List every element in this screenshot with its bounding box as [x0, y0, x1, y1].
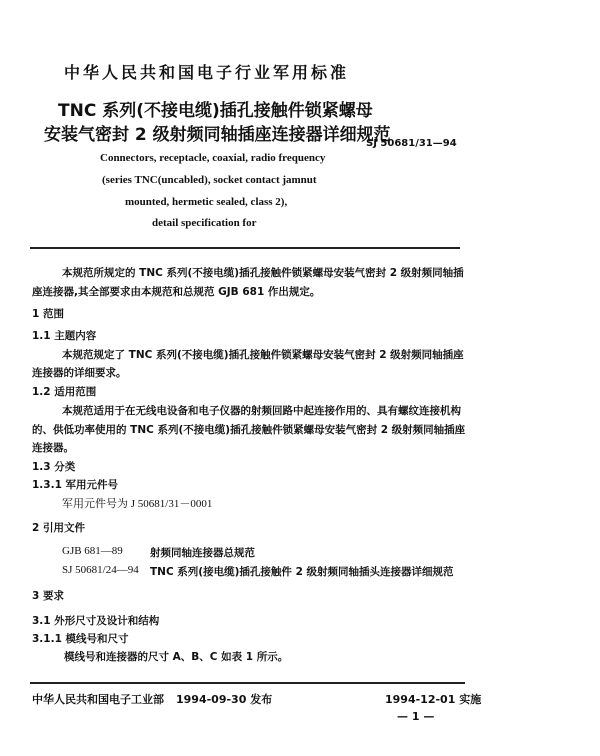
english-title-line: detail specification for — [152, 217, 257, 229]
header-divider — [30, 247, 460, 249]
english-title-line: (series TNC(uncabled), socket contact jamnut — [102, 174, 317, 186]
section-3-1-1-text: 模线号和连接器的尺寸 A、B、C 如表 1 所示。 — [64, 651, 289, 663]
section-1-3-1-heading: 1.3.1 军用元件号 — [32, 479, 119, 491]
section-2-heading: 2 引用文件 — [32, 522, 85, 534]
section-3-1-1-heading: 3.1.1 模线号和尺寸 — [32, 633, 129, 645]
intro-text: 本规范所规定的 TNC 系列(不接电缆)插孔接触件锁紧螺母安装气密封 2 级射频同轴插 — [62, 267, 464, 279]
title-line-1: TNC 系列(不接电缆)插孔接触件锁紧螺母 — [58, 101, 373, 121]
section-1-1-text: 连接器的详细要求。 — [32, 367, 127, 379]
section-1-2-heading: 1.2 适用范围 — [32, 386, 97, 398]
reference-title: 射频同轴连接器总规范 — [150, 547, 255, 559]
section-3-1-heading: 3.1 外形尺寸及设计和结构 — [32, 615, 160, 627]
section-1-2-text: 连接器。 — [32, 442, 74, 454]
issuer: 中华人民共和国电子工业部 — [32, 693, 164, 706]
reference-code: SJ 50681/24—94 — [62, 564, 139, 576]
section-1-1-text: 本规范规定了 TNC 系列(不接电缆)插孔接触件锁紧螺母安装气密封 2 级射频同轴插座 — [62, 349, 464, 361]
section-1-3-heading: 1.3 分类 — [32, 461, 76, 473]
footer-divider — [30, 682, 465, 684]
intro-text: 座连接器,其全部要求由本规范和总规范 GJB 681 作出规定。 — [32, 286, 321, 298]
english-title-line: mounted, hermetic sealed, class 2), — [125, 196, 288, 208]
section-1-2-text: 本规范适用于在无线电设备和电子仪器的射频回路中起连接作用的、具有螺纹连接机构 — [62, 405, 461, 417]
reference-code: GJB 681—89 — [62, 545, 123, 557]
standard-code: SJ 50681/31—94 — [366, 138, 457, 149]
section-3-heading: 3 要求 — [32, 590, 64, 602]
issue-date: 1994-09-30 发布 — [176, 693, 273, 706]
section-1-3-1-text: 军用元件号为 J 50681/31－0001 — [62, 498, 213, 510]
english-title-line: Connectors, receptacle, coaxial, radio frequency — [100, 152, 326, 164]
section-1-2-text: 的、供低功率使用的 TNC 系列(不接电缆)插孔接触件锁紧螺母安装气密封 2 级射频同轴插座 — [32, 424, 466, 436]
page-number: — 1 — — [397, 710, 435, 723]
section-1-1-heading: 1.1 主题内容 — [32, 330, 97, 342]
document-header: 中华人民共和国电子行业军用标准 — [64, 63, 350, 82]
title-line-2: 安装气密封 2 级射频同轴插座连接器详细规范 — [44, 125, 391, 145]
effective-date: 1994-12-01 实施 — [385, 693, 482, 706]
reference-title: TNC 系列(接电缆)插孔接触件 2 级射频同轴插头连接器详细规范 — [150, 566, 454, 578]
section-1-heading: 1 范围 — [32, 308, 64, 320]
